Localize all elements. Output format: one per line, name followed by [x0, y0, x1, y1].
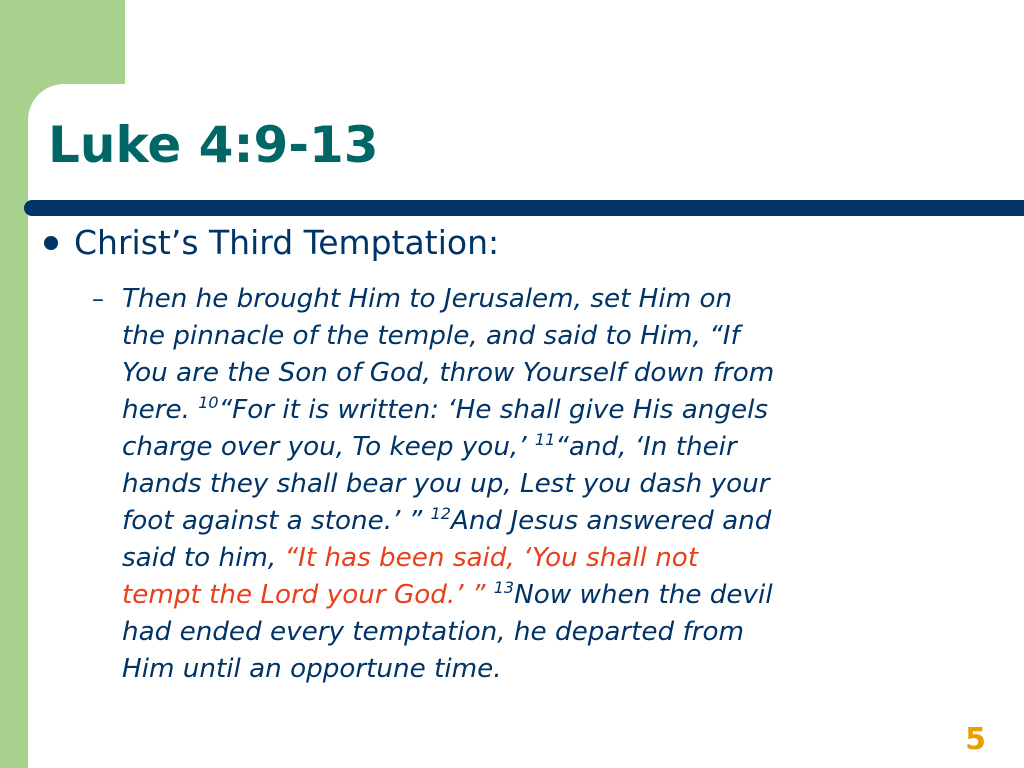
passage-line: the pinnacle of the temple, and said to Him, “If — [122, 321, 740, 351]
passage-line: Then he brought Him to Jerusalem, set Him on — [122, 284, 733, 314]
passage-text: said to him, — [122, 543, 285, 573]
passage-text: charge over you, To keep you,’ — [122, 432, 535, 462]
passage-text: here. — [122, 395, 199, 425]
bullet-dot-icon — [44, 236, 58, 250]
passage-line — [122, 429, 1000, 466]
verse-number: 11 — [534, 430, 556, 449]
highlighted-quote: “It has been said, ‘You shall not — [284, 543, 699, 573]
bullet-item — [42, 222, 499, 264]
passage-line: hands they shall bear you up, Lest you dash your — [122, 469, 770, 499]
title-divider — [24, 200, 1024, 216]
dash-marker-icon: – — [92, 285, 104, 313]
bullet-text: Christ’s Third Temptation: — [74, 223, 500, 262]
passage-text: “For it is written: ‘He shall give His angels — [218, 395, 768, 425]
passage-line — [122, 392, 1000, 429]
passage-line: had ended every temptation, he departed from — [122, 617, 744, 647]
passage-text: “and, ‘In their — [555, 432, 737, 462]
passage-text: foot against a stone.’ ” — [122, 506, 431, 536]
highlighted-quote: tempt the Lord your God.’ ” — [122, 580, 494, 610]
verse-number: 13 — [493, 578, 515, 597]
verse-number: 12 — [430, 504, 451, 523]
page-number: 5 — [965, 722, 986, 757]
passage-text: Now when the devil — [514, 580, 773, 610]
passage-line — [122, 540, 1000, 577]
passage-line — [122, 577, 1000, 614]
passage-line — [122, 503, 1000, 540]
slide-title: Luke 4:9-13 — [48, 116, 379, 174]
passage-line: You are the Son of God, throw Yourself down from — [122, 358, 775, 388]
passage-text: And Jesus answered and — [450, 506, 772, 536]
verse-number: 10 — [198, 393, 219, 412]
scripture-passage — [122, 281, 1000, 688]
passage-line: Him until an opportune time. — [122, 654, 502, 684]
